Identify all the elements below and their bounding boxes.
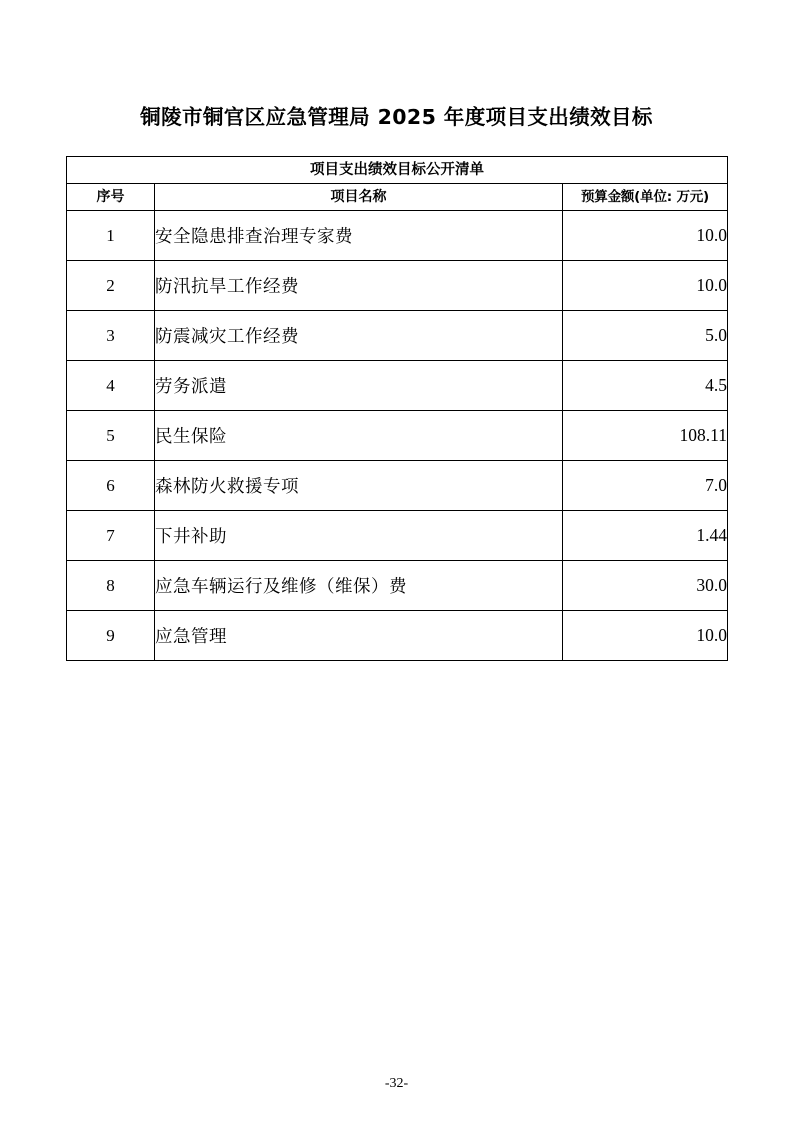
row-project-name: 森林防火救援专项	[155, 461, 563, 511]
row-amount: 7.0	[563, 461, 728, 511]
row-index: 5	[67, 411, 155, 461]
table-row	[67, 561, 728, 611]
row-amount: 1.44	[563, 511, 728, 561]
page-number: -32-	[384, 1076, 409, 1091]
table-row	[67, 211, 728, 261]
row-project-name: 防汛抗旱工作经费	[155, 261, 563, 311]
row-project-name: 防震减灾工作经费	[155, 311, 563, 361]
table-row	[67, 611, 728, 661]
performance-target-table	[66, 156, 728, 661]
column-header-amount: 预算金额(单位: 万元)	[563, 184, 728, 211]
row-project-name: 应急管理	[155, 611, 563, 661]
row-amount: 5.0	[563, 311, 728, 361]
table-row	[67, 411, 728, 461]
row-index: 4	[67, 361, 155, 411]
table-caption: 项目支出绩效目标公开清单	[67, 157, 728, 184]
page-title: 铜陵市铜官区应急管理局 2025 年度项目支出绩效目标	[140, 105, 653, 129]
row-index: 7	[67, 511, 155, 561]
table-row	[67, 461, 728, 511]
table-row	[67, 261, 728, 311]
table-row	[67, 511, 728, 561]
table-caption-row	[67, 157, 728, 184]
row-index: 1	[67, 211, 155, 261]
row-amount: 108.11	[563, 411, 728, 461]
row-index: 9	[67, 611, 155, 661]
row-index: 6	[67, 461, 155, 511]
table-row	[67, 311, 728, 361]
row-amount: 4.5	[563, 361, 728, 411]
row-amount: 10.0	[563, 211, 728, 261]
row-project-name: 劳务派遣	[155, 361, 563, 411]
row-amount: 10.0	[563, 261, 728, 311]
table-header-row	[67, 184, 728, 211]
row-project-name: 应急车辆运行及维修（维保）费	[155, 561, 563, 611]
row-index: 8	[67, 561, 155, 611]
column-header-index: 序号	[67, 184, 155, 211]
row-index: 3	[67, 311, 155, 361]
row-index: 2	[67, 261, 155, 311]
row-amount: 30.0	[563, 561, 728, 611]
column-header-name: 项目名称	[155, 184, 563, 211]
row-amount: 10.0	[563, 611, 728, 661]
row-project-name: 安全隐患排查治理专家费	[155, 211, 563, 261]
table-row	[67, 361, 728, 411]
row-project-name: 下井补助	[155, 511, 563, 561]
row-project-name: 民生保险	[155, 411, 563, 461]
